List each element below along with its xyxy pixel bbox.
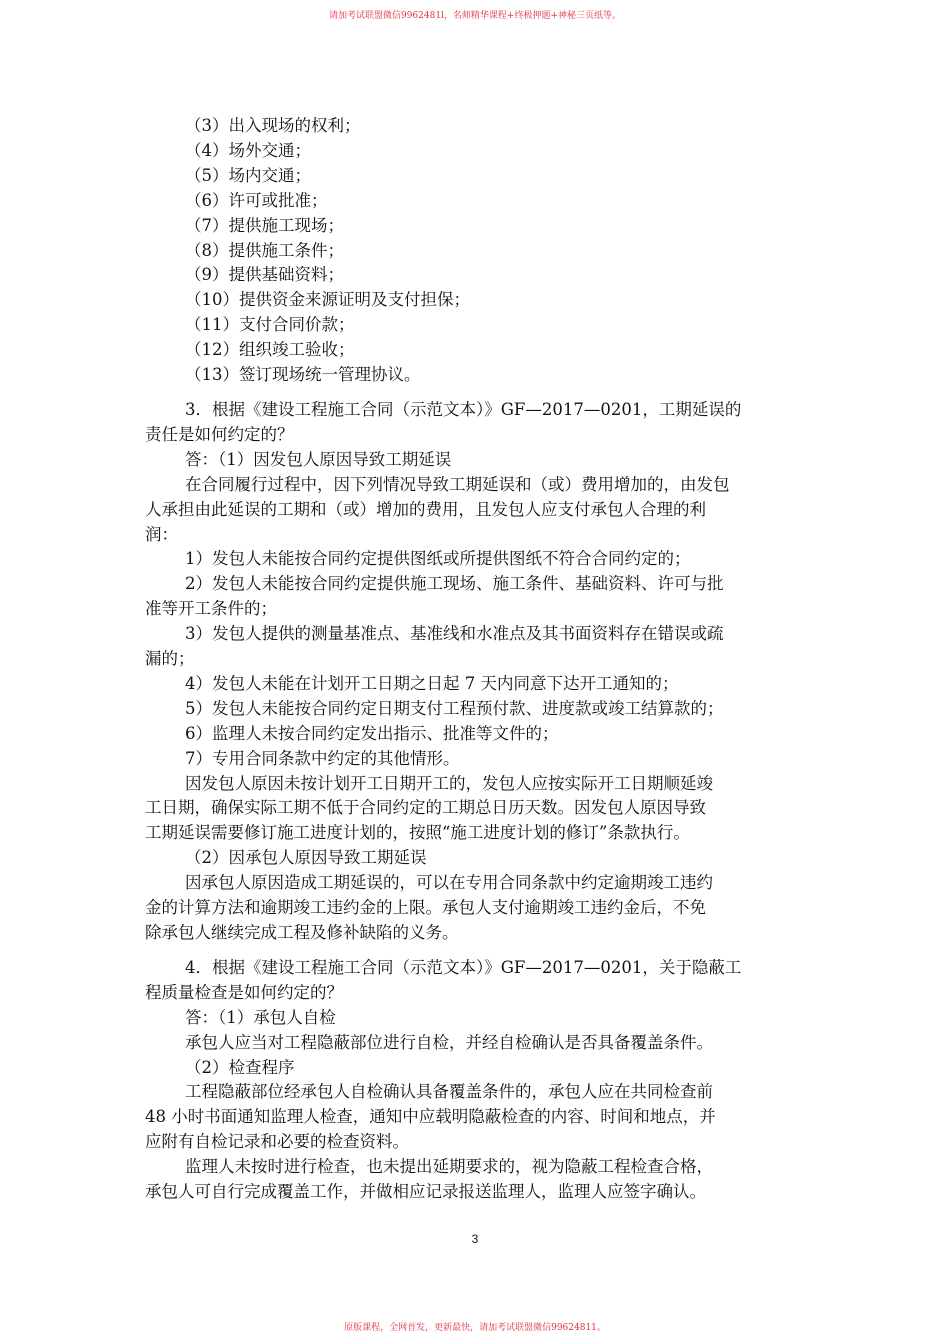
question-text: 程质量检查是如何约定的？ [145, 982, 343, 1002]
list-item: （6）许可或批准； [185, 190, 328, 210]
question-text: 4．根据《建设工程施工合同（示范文本）》GF—2017—0201，关于隐蔽工 [185, 957, 742, 977]
question-4 [145, 956, 807, 1205]
paragraph-line: 金的计算方法和逾期竣工违约金的上限。承包人支付逾期竣工违约金后，不免 [145, 898, 706, 918]
answer-heading: 答：（1）承包人自检 [185, 1007, 336, 1027]
obligation-list [145, 114, 807, 388]
paragraph-line: 工期延误需要修订施工进度计划的，按照“施工进度计划的修订”条款执行。 [145, 823, 690, 843]
list-item: 3）发包人提供的测量基准点、基准线和水准点及其书面资料存在错误或疏 [185, 624, 724, 644]
list-item: 6）监理人未按合同约定发出指示、批准等文件的； [185, 723, 559, 743]
footer-banner: 原版课程，全网首发，更新最快，请加考试联盟微信99624811。 [344, 1323, 606, 1333]
list-item: （9）提供基础资料； [185, 265, 344, 285]
question-text: 责任是如何约定的？ [145, 424, 294, 444]
paragraph-line: 承包人可自行完成覆盖工作，并做相应记录报送监理人，监理人应签字确认。 [145, 1182, 706, 1202]
page-content [145, 114, 807, 1205]
list-item: 7）专用合同条款中约定的其他情形。 [185, 748, 460, 768]
paragraph-line: 因发包人原因未按计划开工日期开工的，发包人应按实际开工日期顺延竣 [185, 773, 713, 793]
paragraph-line: 监理人未按时进行检查，也未提出延期要求的，视为隐蔽工程检查合格， [185, 1157, 713, 1177]
list-item: 5）发包人未能按合同约定日期支付工程预付款、进度款或竣工结算款的； [185, 698, 724, 718]
list-item: （7）提供施工现场； [185, 215, 344, 235]
paragraph-line: 工程隐蔽部位经承包人自检确认具备覆盖条件的，承包人应在共同检查前 [185, 1082, 713, 1102]
paragraph-line: 在合同履行过程中，因下列情况导致工期延误和（或）费用增加的，由发包 [185, 474, 730, 494]
list-item: 2）发包人未能按合同约定提供施工现场、施工条件、基础资料、许可与批 [185, 574, 724, 594]
question-text: 3．根据《建设工程施工合同（示范文本）》GF—2017—0201，工期延误的 [185, 399, 742, 419]
list-item: （13）签订现场统一管理协议。 [185, 365, 421, 385]
list-item: （3）出入现场的权利； [185, 116, 361, 135]
header-banner: 请加考试联盟微信9962481l，名师精华课程+终极押题+神秘三页纸等。 [328, 11, 622, 21]
list-item: （4）场外交通； [185, 140, 311, 160]
list-item: （11）支付合同价款； [185, 315, 355, 335]
page-number: 3 [471, 1232, 479, 1246]
paragraph-line: 人承担由此延误的工期和（或）增加的费用，且发包人应支付承包人合理的利 [145, 499, 706, 519]
paragraph-line: 因承包人原因造成工期延误的，可以在专用合同条款中约定逾期竣工违约 [185, 873, 713, 893]
answer-heading: 答：（1）因发包人原因导致工期延误 [185, 449, 452, 469]
paragraph-line: 除承包人继续完成工程及修补缺陷的义务。 [145, 923, 459, 942]
sub-heading: （2）检查程序 [185, 1057, 295, 1077]
list-item: （12）组织竣工验收； [185, 340, 355, 360]
list-item: （10）提供资金来源证明及支付担保； [185, 290, 470, 310]
list-item: 4）发包人未能在计划开工日期之日起 7 天内同意下达开工通知的； [185, 673, 679, 693]
list-item: （8）提供施工条件； [185, 240, 344, 260]
list-item: 1）发包人未能按合同约定提供图纸或所提供图纸不符合合同约定的； [185, 549, 691, 569]
list-item: 准等开工条件的； [145, 599, 277, 619]
paragraph-line: 承包人应当对工程隐蔽部位进行自检，并经自检确认是否具备覆盖条件。 [185, 1032, 713, 1052]
question-3 [145, 398, 807, 946]
paragraph-line: 工日期，确保实际工期不低于合同约定的工期总日历天数。因发包人原因导致 [145, 798, 706, 818]
paragraph-line: 应附有自检记录和必要的检查资料。 [145, 1132, 409, 1152]
paragraph-line: 润： [145, 524, 178, 544]
paragraph-line: 48 小时书面通知监理人检查，通知中应载明隐蔽检查的内容、时间和地点，并 [145, 1107, 716, 1127]
sub-heading: （2）因承包人原因导致工期延误 [185, 848, 427, 868]
list-item: （5）场内交通； [185, 165, 311, 185]
list-item: 漏的； [145, 649, 195, 669]
